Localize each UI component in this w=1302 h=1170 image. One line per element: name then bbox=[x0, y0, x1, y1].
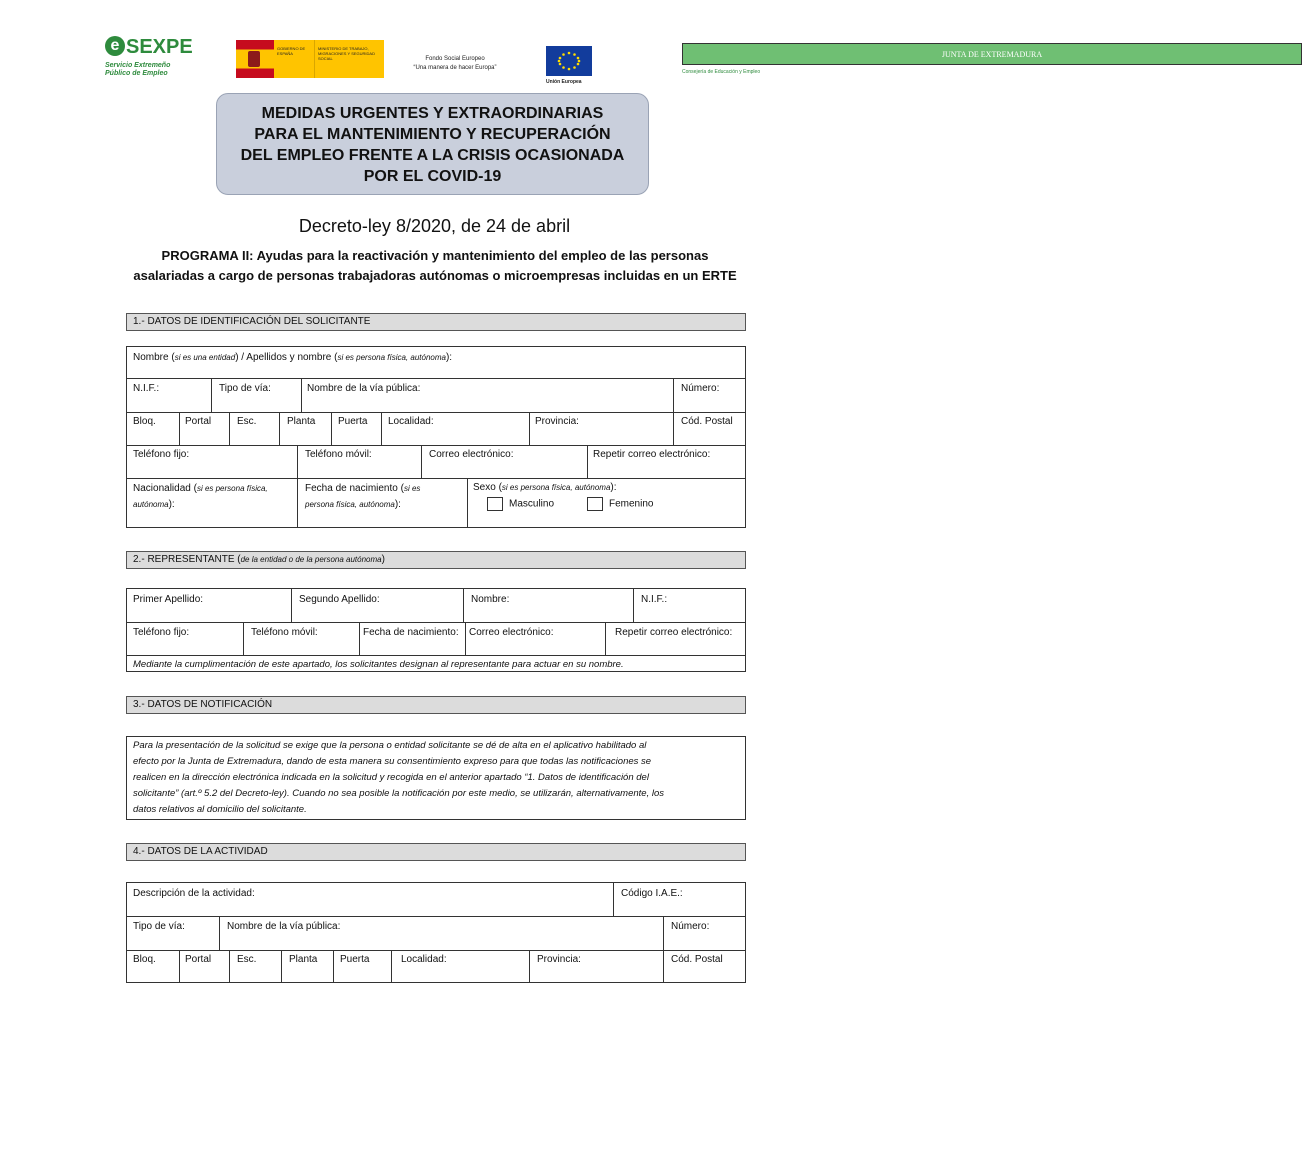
tipo-via-field[interactable]: Tipo de vía: bbox=[219, 383, 271, 394]
eu-flag-icon bbox=[546, 46, 592, 76]
section-1-form bbox=[126, 346, 746, 528]
nombre-via-field[interactable]: Nombre de la vía pública: bbox=[307, 383, 421, 394]
coat-of-arms-icon bbox=[236, 40, 274, 78]
rep-telefono-fijo-field[interactable]: Teléfono fijo: bbox=[133, 627, 190, 638]
puerta-field[interactable]: Puerta bbox=[338, 416, 368, 427]
document-title: MEDIDAS URGENTES Y EXTRAORDINARIAS PARA EL MANTENIMIENTO Y RECUPERACIÓN DEL EMPLEO FRENTE A LA CRISIS OCASIONADA POR EL COVID-19 bbox=[216, 93, 649, 195]
correo-field[interactable]: Correo electrónico: bbox=[429, 449, 514, 460]
actividad-localidad-field[interactable]: Localidad: bbox=[401, 954, 447, 965]
fondo-social-europeo-logo: Fondo Social Europeo “Una manera de hacer Europa” bbox=[413, 56, 497, 71]
repetir-correo-field[interactable]: Repetir correo electrónico: bbox=[593, 449, 711, 460]
sexpe-e-icon: e bbox=[105, 36, 125, 56]
rep-repetir-correo-field[interactable]: Repetir correo electrónico: bbox=[615, 627, 733, 638]
femenino-checkbox[interactable] bbox=[587, 497, 603, 511]
localidad-field[interactable]: Localidad: bbox=[388, 416, 434, 427]
bloq-field[interactable]: Bloq. bbox=[133, 416, 156, 427]
telefono-fijo-field[interactable]: Teléfono fijo: bbox=[133, 449, 190, 460]
actividad-cod-postal-field[interactable]: Cód. Postal bbox=[671, 954, 723, 965]
masculino-option[interactable]: Masculino bbox=[487, 497, 554, 511]
masculino-checkbox[interactable] bbox=[487, 497, 503, 511]
section-4-form bbox=[126, 882, 746, 983]
planta-field[interactable]: Planta bbox=[287, 416, 316, 427]
section-4-header: 4.- DATOS DE LA ACTIVIDAD bbox=[126, 843, 746, 861]
femenino-option[interactable]: Femenino bbox=[587, 497, 653, 511]
rep-correo-field[interactable]: Correo electrónico: bbox=[469, 627, 554, 638]
rep-nombre-field[interactable]: Nombre: bbox=[471, 594, 510, 605]
section-2-form bbox=[126, 588, 746, 672]
actividad-esc-field[interactable]: Esc. bbox=[237, 954, 257, 965]
actividad-puerta-field[interactable]: Puerta bbox=[340, 954, 370, 965]
sexpe-logo: e SEXPE Servicio Extremeño Público de Empleo bbox=[105, 36, 193, 77]
actividad-bloq-field[interactable]: Bloq. bbox=[133, 954, 156, 965]
actividad-portal-field[interactable]: Portal bbox=[185, 954, 212, 965]
portal-field[interactable]: Portal bbox=[185, 416, 212, 427]
descripcion-actividad-field[interactable]: Descripción de la actividad: bbox=[133, 888, 255, 899]
representante-nota: Mediante la cumplimentación de este apartado, los solicitantes designan al representante para actuar en su nombre. bbox=[133, 659, 624, 670]
nombre-field-label[interactable]: Nombre (si es una entidad) / Apellidos y nombre (si es persona física, autónoma): bbox=[133, 352, 453, 363]
junta-extremadura-logo: JUNTA DE EXTREMADURA Consejería de Educación y Empleo bbox=[682, 43, 794, 75]
nacionalidad-field[interactable]: Nacionalidad (si es persona física, autónoma): bbox=[133, 483, 268, 510]
rep-nif-field[interactable]: N.I.F.: bbox=[641, 594, 668, 605]
actividad-planta-field[interactable]: Planta bbox=[289, 954, 318, 965]
telefono-movil-field[interactable]: Teléfono móvil: bbox=[305, 449, 372, 460]
fecha-nacimiento-field[interactable]: Fecha de nacimiento (si es persona física, autónoma): bbox=[305, 483, 421, 510]
programa-heading: PROGRAMA II: Ayudas para la reactivación y mantenimiento del empleo de las personas asalariadas a cargo de personas trabajadoras autónomas o microempresas incluidas en un ERTE bbox=[133, 248, 737, 283]
section-2-header: 2.- REPRESENTANTE (de la entidad o de la persona autónoma) bbox=[126, 551, 746, 569]
rep-fecha-nacimiento-field[interactable]: Fecha de nacimiento: bbox=[363, 627, 459, 638]
actividad-tipo-via-field[interactable]: Tipo de vía: bbox=[133, 921, 185, 932]
union-europea-logo: Unión Europea bbox=[546, 46, 594, 85]
decreto-heading: Decreto-ley 8/2020, de 24 de abril bbox=[298, 216, 571, 236]
sexo-label: Sexo (si es persona física, autónoma): bbox=[473, 482, 617, 493]
actividad-provincia-field[interactable]: Provincia: bbox=[537, 954, 581, 965]
actividad-numero-field[interactable]: Número: bbox=[671, 921, 710, 932]
provincia-field[interactable]: Provincia: bbox=[535, 416, 579, 427]
section-3-notice: Para la presentación de la solicitud se exige que la persona o entidad solicitante se dé de alta en el aplicativo habilitado al efecto por la Junta de Extremadura, dando de esta manera su consentimiento expreso para que todas las notificaciones se realicen en la dirección electrónica indicada en la solicitud y recogida en el anterior apartado “1. Datos de identificación del solicitante” (art.º 5.2 del Decreto-ley). Cuando no sea posible la notificación por este medio, se utilizarán, alternativamente, los datos relativos al domicilio del solicitante. bbox=[126, 736, 746, 820]
codigo-iae-field[interactable]: Código I.A.E.: bbox=[621, 888, 683, 899]
actividad-nombre-via-field[interactable]: Nombre de la vía pública: bbox=[227, 921, 341, 932]
esc-field[interactable]: Esc. bbox=[237, 416, 257, 427]
numero-field[interactable]: Número: bbox=[681, 383, 720, 394]
segundo-apellido-field[interactable]: Segundo Apellido: bbox=[299, 594, 380, 605]
cod-postal-field[interactable]: Cód. Postal bbox=[681, 416, 733, 427]
gobierno-espana-logo: GOBIERNO DE ESPAÑA MINISTERIO DE TRABAJO, MIGRACIONES Y SEGURIDAD SOCIAL bbox=[236, 40, 384, 78]
section-3-header: 3.- DATOS DE NOTIFICACIÓN bbox=[126, 696, 746, 714]
section-1-header: 1.- DATOS DE IDENTIFICACIÓN DEL SOLICITANTE bbox=[126, 313, 746, 331]
nif-field[interactable]: N.I.F.: bbox=[133, 383, 160, 394]
rep-telefono-movil-field[interactable]: Teléfono móvil: bbox=[251, 627, 318, 638]
primer-apellido-field[interactable]: Primer Apellido: bbox=[133, 594, 204, 605]
